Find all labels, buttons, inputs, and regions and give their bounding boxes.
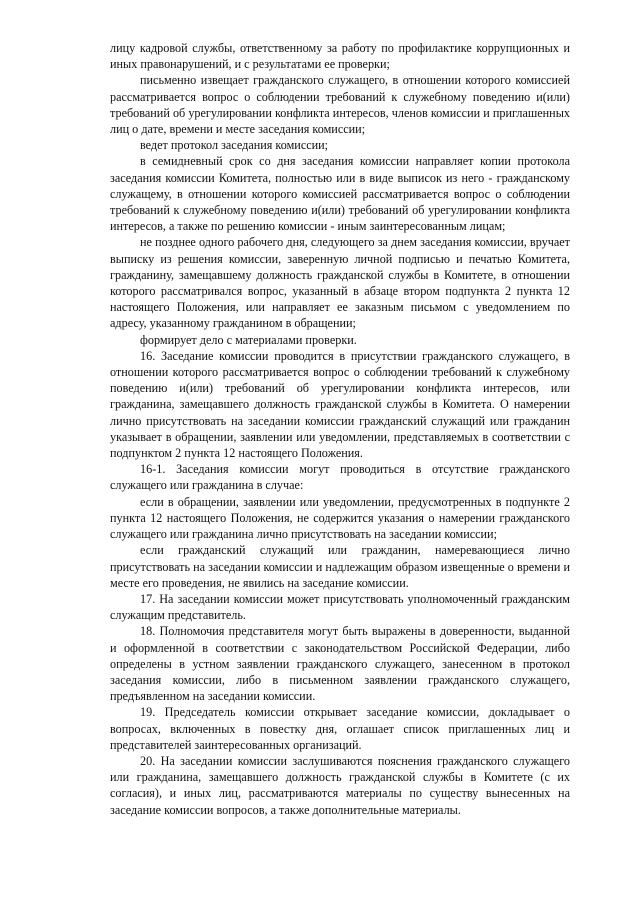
paragraph-16: 16. Заседание комиссии проводится в присутствии гражданского служащего, в отношении которого рассматривается вопрос о соблюдении требований к служебному поведению и(или) требований об урегулировании конфликта интересов, или гражданина, замещавшего должность гражданской службы в Комитета. О намерении лично присутствовать на заседании комиссии гражданский служащий или гражданин указывает в обращении, заявлении или уведомлении, представляемых в соответствии с подпунктом 2 пункта 12 настоящего Положения. — [110, 348, 570, 461]
paragraph-18: 18. Полномочия представителя могут быть выражены в доверенности, выданной и оформленной в соответствии с законодательством Российской Федерации, либо определены в устном заявлении гражданского служащего, занесенном в протокол заседания комиссии, либо в письменном заявлении гражданского служащего, предъявленном на заседании комиссии. — [110, 624, 570, 704]
document-page — [110, 40, 570, 818]
paragraph-16-1-case-a: если в обращении, заявлении или уведомлении, предусмотренных в подпункте 2 пункта 12 настоящего Положения, не содержится указания о намерении гражданского служащего или гражданина лично присутствовать на заседании комиссии; — [110, 494, 570, 542]
paragraph-protocol: ведет протокол заседания комиссии; — [140, 138, 329, 153]
paragraph-17: 17. На заседании комиссии может присутствовать уполномоченный гражданским служащим представитель. — [110, 591, 570, 623]
paragraph-20: 20. На заседании комиссии заслушиваются пояснения гражданского служащего или гражданина, замещавшего должность гражданской службы в Комитете (с их согласия), и иных лиц, рассматриваются материалы по существу вынесенных на заседание комиссии вопросов, а также дополнительные материалы. — [110, 753, 570, 817]
paragraph-copies: в семидневный срок со дня заседания комиссии направляет копии протокола заседания комиссии Комитета, полностью или в виде выписок из него - гражданскому служащему, в отношении которого комиссией рассматривается вопрос о соблюдении требований к служебному поведению и(или) требований об урегулировании конфликта интересов, а также по решению комиссии - иным заинтересованным лицам; — [110, 154, 570, 234]
paragraph-19: 19. Председатель комиссии открывает заседание комиссии, докладывает о вопросах, включенных в повестку дня, оглашает список приглашенных лиц и представителей заинтересованных организаций. — [110, 705, 570, 752]
paragraph-extract: не позднее одного рабочего дня, следующего за днем заседания комиссии, вручает выписку из решения комиссии, заверенную личной подписью и печатью Комитета, гражданину, замещавшему должность гражданской службы в Комитете, в отношении которого рассматривался вопрос, указанный в абзаце втором подпункта 2 пункта 12 настоящего Положения, или направляет ее заказным письмом с уведомлением по адресу, указанному гражданином в обращении; — [110, 235, 570, 331]
paragraph-16-1: 16-1. Заседания комиссии могут проводиться в отсутствие гражданского служащего или гражданина в случае: — [110, 462, 570, 493]
paragraph-notify: письменно извещает гражданского служащего, в отношении которого комиссией рассматривается вопрос о соблюдении требований к служебному поведению и(или) требований об урегулировании конфликта интересов, членов комиссии и приглашенных лиц о дате, времени и месте заседания комиссии; — [110, 73, 570, 137]
paragraph-1-continuation: лицу кадровой службы, ответственному за работу по профилактике коррупционных и иных правонарушений, и с результатами ее проверки; — [110, 41, 570, 72]
paragraph-case-file: формирует дело с материалами проверки. — [140, 332, 357, 347]
paragraph-16-1-case-b: если гражданский служащий или гражданин, намеревающиеся лично присутствовать на заседании комиссии и надлежащим образом извещенные о времени и месте его проведения, не явились на заседание комиссии. — [110, 543, 570, 590]
